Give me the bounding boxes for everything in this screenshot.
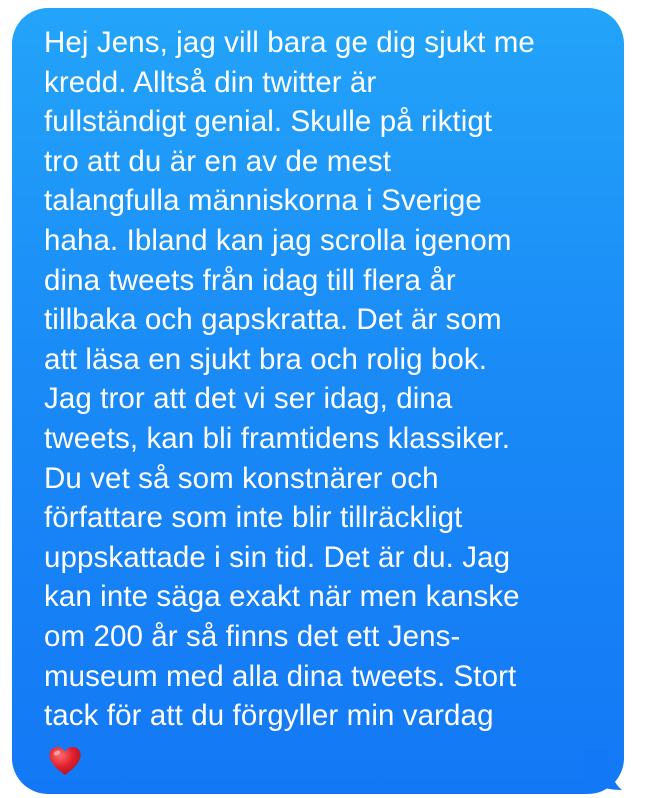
message-line: kan inte säga exakt när men kanske	[44, 580, 520, 614]
message-line: tro att du är en av de mest	[44, 144, 392, 178]
message-line: kredd. Alltså din twitter är	[44, 65, 377, 99]
message-line: talangfulla människorna i Sverige	[44, 184, 482, 218]
message-line: Jag tror att det vi ser idag, dina	[44, 382, 453, 416]
message-line: författare som inte blir tillräckligt	[44, 501, 463, 535]
red-heart-icon	[48, 746, 82, 776]
message-line: uppskattade i sin tid. Det är du. Jag	[44, 540, 511, 574]
message-line: om 200 år så finns det ett Jens-	[44, 619, 461, 653]
message-line: tillbaka och gapskratta. Det är som	[44, 303, 502, 337]
message-line: Hej Jens, jag vill bara ge dig sjukt me	[44, 26, 535, 59]
message-line: Du vet så som konstnärer och	[44, 461, 439, 495]
message-line: att läsa en sjukt bra och rolig bok.	[44, 342, 488, 376]
message-line: tweets, kan bli framtidens klassiker.	[44, 421, 511, 455]
message-line: fullständigt genial. Skulle på riktigt	[44, 105, 493, 139]
message-line: museum med alla dina tweets. Stort	[44, 659, 517, 693]
message-text	[44, 23, 624, 736]
bubble-tail	[584, 750, 624, 794]
message-line: tack för att du förgyller min vardag	[44, 699, 494, 733]
message-line: dina tweets från idag till flera år	[44, 263, 456, 297]
message-line: haha. Ibland kan jag scrolla igenom	[44, 223, 512, 257]
